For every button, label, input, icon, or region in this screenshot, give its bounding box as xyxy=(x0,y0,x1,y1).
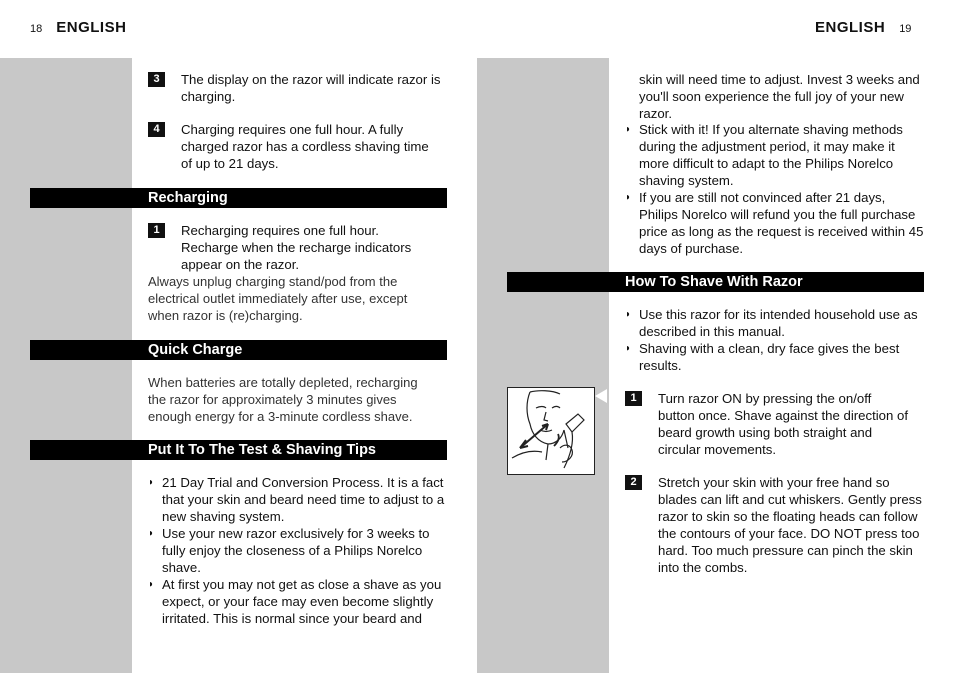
left-header-title: ENGLISH xyxy=(56,19,127,36)
right-page-header xyxy=(815,19,911,36)
tips-heading: Put It To The Test & Shaving Tips xyxy=(30,440,447,460)
bullet-icon: ◗ xyxy=(148,528,155,539)
step-text: Stretch your skin with your free hand so blades can lift and cut whiskers. Gently press razor to skin so the floating heads can follow the contours of your face. DO NOT press too hard. Too much pressure can pinch the skin into the combs. xyxy=(658,475,922,575)
bullet-icon: ◗ xyxy=(625,192,632,203)
list-item: ◗ Stick with it! If you alternate shaving methods during the adjustment period, it may make it more difficult to adapt to the Philips Norelco shaving system. xyxy=(625,122,903,188)
man-shaving-icon xyxy=(508,388,594,474)
tips-list xyxy=(148,474,446,627)
quick-charge-heading: Quick Charge xyxy=(30,340,447,360)
right-header-title: ENGLISH xyxy=(815,19,886,36)
quick-charge-text: When batteries are totally depleted, recharging the razor for approximately 3 minutes gives enough energy for a 3-minute cordless shave. xyxy=(148,375,418,424)
list-item: ◗ At first you may not get as close a shave as you expect, or your face may even become slightly irritated. This is normal since your beard and xyxy=(148,577,442,626)
left-page-header xyxy=(30,19,126,36)
how-to-shave-heading: How To Shave With Razor xyxy=(507,272,924,292)
adjustment-list xyxy=(625,121,925,257)
step-number: 4 xyxy=(148,122,165,137)
right-sidebar xyxy=(477,58,609,673)
continued-text: skin will need time to adjust. Invest 3 weeks and you'll soon experience the full joy of your new razor. xyxy=(639,72,920,121)
shaving-illustration xyxy=(507,387,595,475)
step-number: 1 xyxy=(625,391,642,406)
list-item: ◗ Use your new razor exclusively for 3 weeks to fully enjoy the closeness of a Philips Norelco shave. xyxy=(148,526,430,575)
step-number: 1 xyxy=(148,223,165,238)
left-sidebar xyxy=(0,58,132,673)
list-item: ◗ Use this razor for its intended household use as described in this manual. xyxy=(625,307,918,339)
step-text: The display on the razor will indicate razor is charging. xyxy=(181,72,441,104)
left-page-number: 18 xyxy=(30,23,43,35)
bullet-icon: ◗ xyxy=(625,124,632,135)
illustration-pointer xyxy=(595,389,607,403)
step-text: Turn razor ON by pressing the on/off button once. Shave against the direction of beard growth using both straight and circular movements. xyxy=(658,391,909,457)
bullet-icon: ◗ xyxy=(148,477,155,488)
how-to-list xyxy=(625,306,925,374)
recharging-note: Always unplug charging stand/pod from the electrical outlet immediately after use, except when razor is (re)charging. xyxy=(148,274,408,323)
step-number: 3 xyxy=(148,72,165,87)
list-item: ◗ 21 Day Trial and Conversion Process. It is a fact that your skin and beard need time to adjust to a new shaving system. xyxy=(148,475,445,524)
list-item: ◗ Shaving with a clean, dry face gives the best results. xyxy=(625,341,900,373)
list-item: ◗ If you are still not convinced after 21 days, Philips Norelco will refund you the full purchase price as long as the request is received within 45 days of purchase. xyxy=(625,190,924,256)
step-number: 2 xyxy=(625,475,642,490)
bullet-icon: ◗ xyxy=(148,579,155,590)
recharging-heading: Recharging xyxy=(30,188,447,208)
step-text: Charging requires one full hour. A fully charged razor has a cordless shaving time of up to 21 days. xyxy=(181,122,429,171)
right-page-number: 19 xyxy=(899,23,912,35)
bullet-icon: ◗ xyxy=(625,343,632,354)
bullet-icon: ◗ xyxy=(625,309,632,320)
step-text: Recharging requires one full hour. Recharge when the recharge indicators appear on the razor. xyxy=(181,223,412,272)
